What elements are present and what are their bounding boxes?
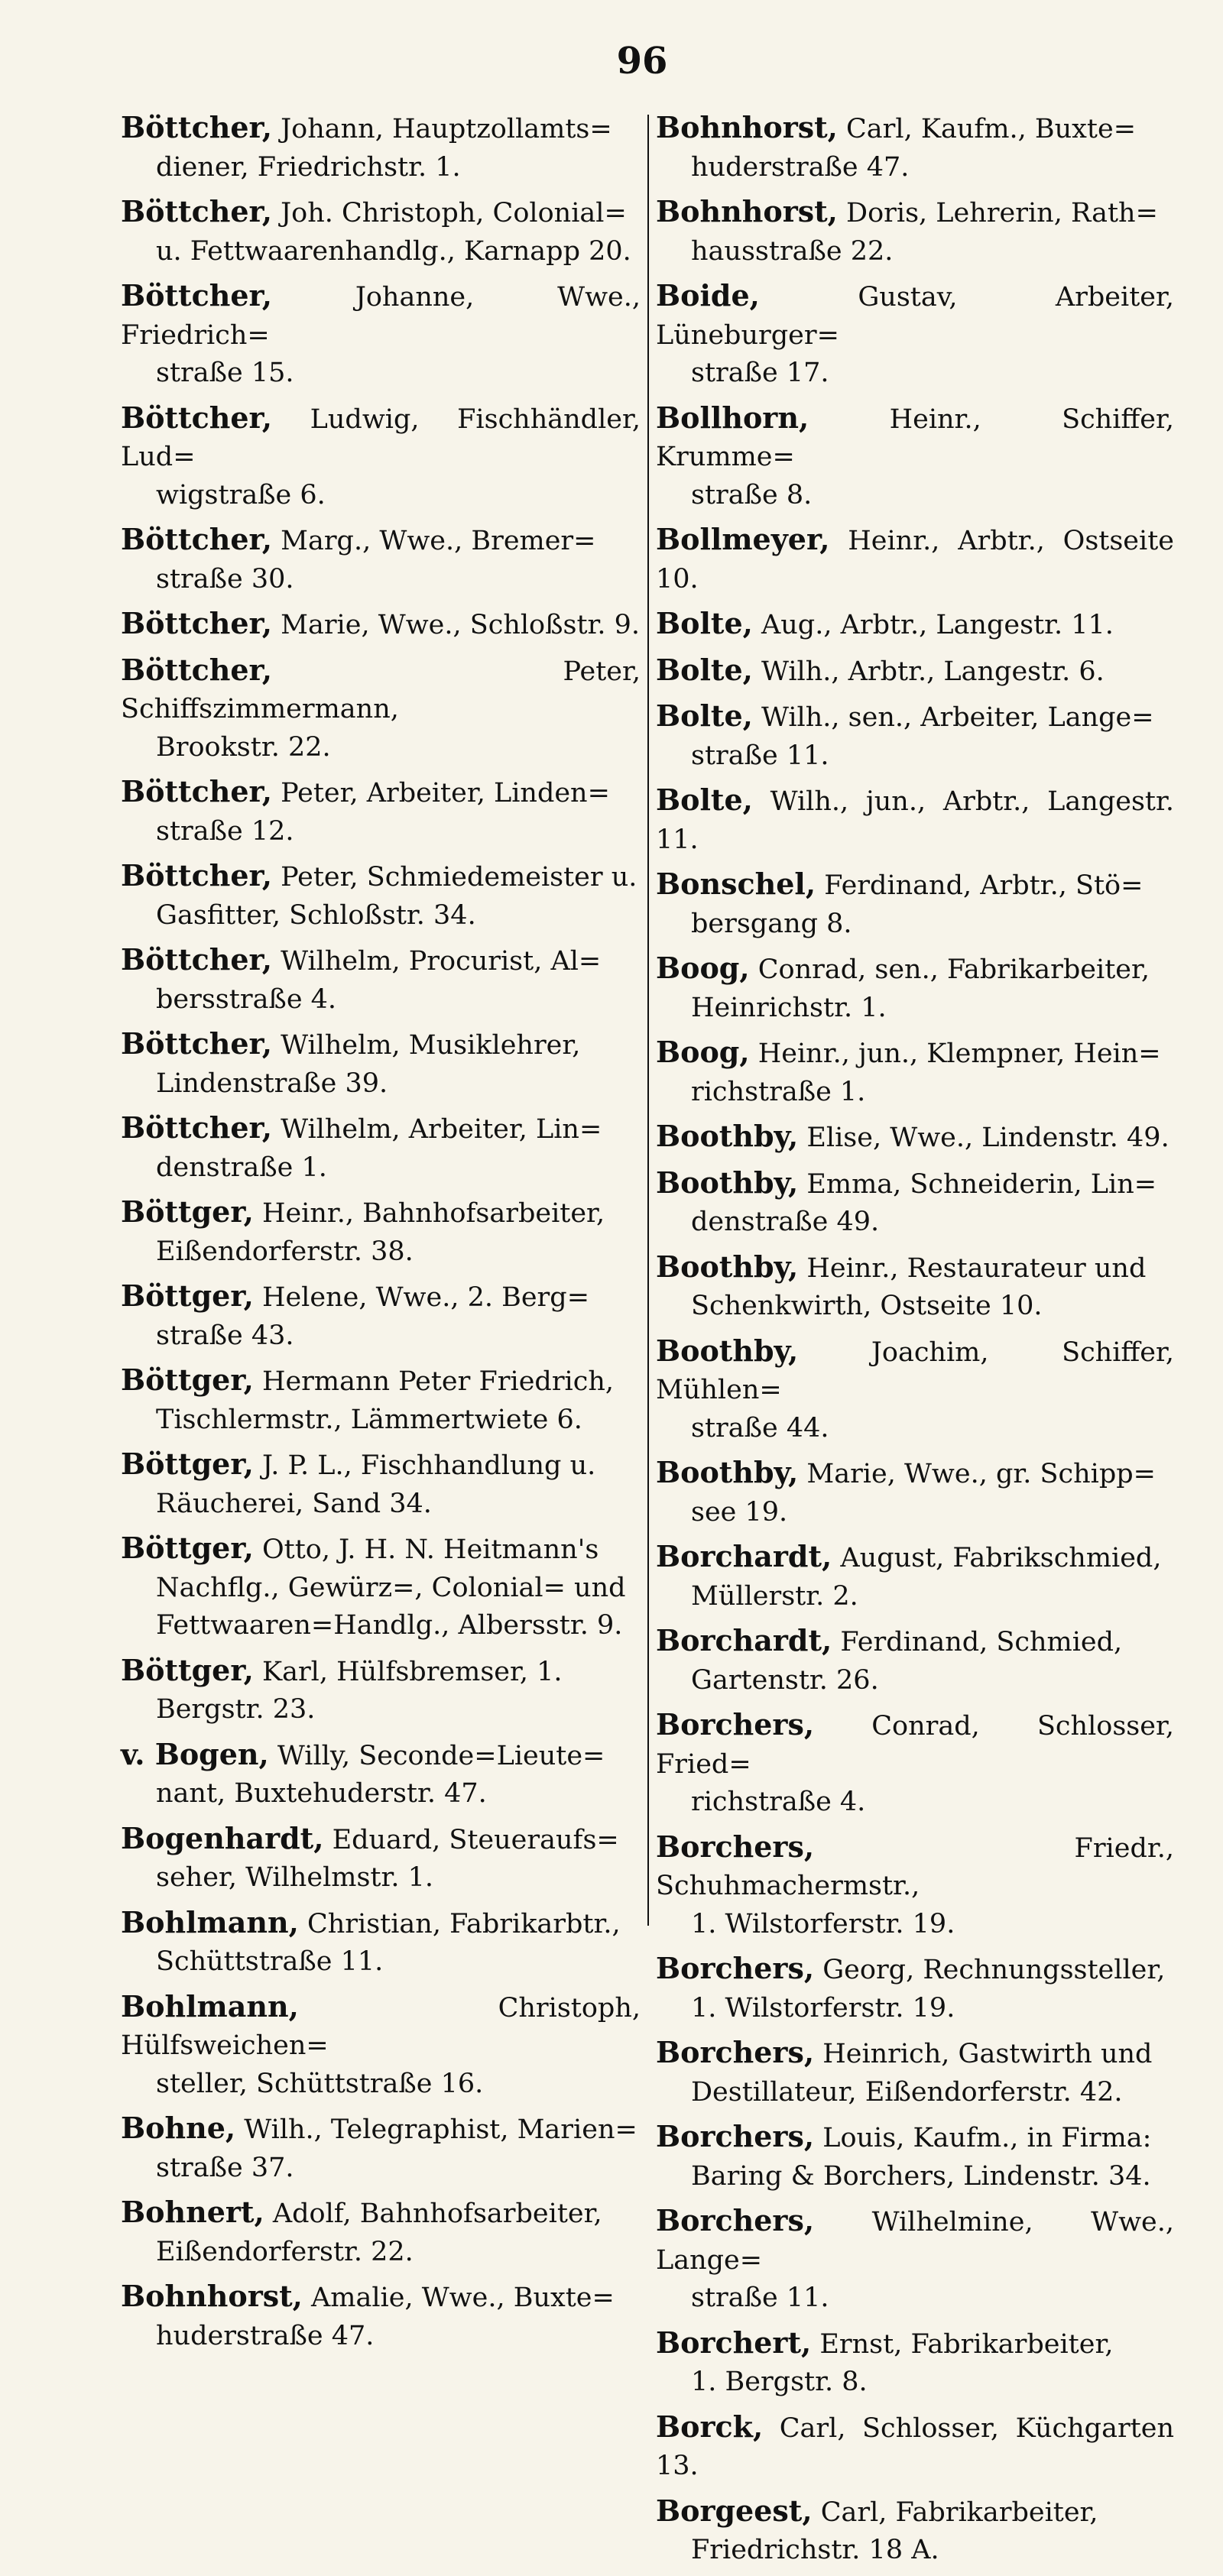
entry-surname: Böttcher, [121,400,272,435]
directory-entry [121,1529,641,1645]
entry-surname: Böttcher, [121,1110,272,1145]
entry-surname: Böttger, [121,1531,254,1565]
directory-entry [121,520,641,598]
entry-details: Wilhelm, Procurist, Al= [272,946,602,977]
entry-surname: Borchers, [656,1829,815,1864]
entry-details: Heinr., jun., Klempner, Hein= [749,1039,1161,1069]
entry-details: Marie, Wwe., Schloßstr. 9. [272,610,641,640]
entry-surname: Bolte, [656,698,753,733]
entry-continuation: denstraße 49. [691,1207,880,1237]
entry-surname: Böttcher, [121,278,272,313]
entry-continuation: straße 11. [691,740,829,771]
entry-surname: v. Bogen, [121,1736,269,1771]
entry-continuation: huderstraße 47. [691,151,910,183]
directory-entry [656,1949,1174,2027]
entry-surname: Böttcher, [121,110,272,144]
entry-continuation: straße 11. [691,2283,829,2313]
directory-entry [656,604,1174,645]
entry-surname: Bohlmann, [121,1904,299,1939]
directory-entry [656,1453,1174,1531]
entry-surname: Boog, [656,1035,750,1069]
entry-surname: Borchardt, [656,1539,832,1573]
entry-details: Elise, Wwe., Lindenstr. 49. [798,1123,1169,1153]
entry-surname: Bonschel, [656,867,816,901]
entry-details: Wilhelm, Arbeiter, Lin= [272,1114,602,1145]
entry-continuation: wigstraße 6. [156,479,326,510]
entry-details: Wilh., sen., Arbeiter, Lange= [752,702,1154,733]
entry-continuation: Eißendorferstr. 38. [156,1236,414,1267]
entry-surname: Böttcher, [121,858,272,893]
directory-entry [121,1651,641,1729]
directory-entry [121,399,641,515]
entry-details: Joh. Christoph, Colonial= [272,198,627,228]
entry-details: J. P. L., Fischhandlung u. [253,1450,596,1481]
entry-details: Marg., Wwe., Bremer= [272,526,596,556]
entry-surname: Böttcher, [121,522,272,556]
directory-entry [121,941,641,1019]
directory-entry [656,2492,1174,2570]
entry-details: Peter, Schiffszimmermann, [121,656,641,724]
entry-surname: Böttger, [121,1194,254,1229]
entry-surname: Bohnhorst, [656,194,838,228]
entry-details: Helene, Wwe., 2. Berg= [253,1282,590,1313]
directory-entry [656,697,1174,775]
directory-entry [121,1988,641,2104]
entry-continuation: straße 44. [691,1412,829,1444]
directory-entry [656,2408,1174,2486]
directory-entry [656,2324,1174,2402]
directory-entry [121,1277,641,1355]
entry-surname: Borchardt, [656,1623,832,1657]
entry-continuation: u. Fettwaarenhandlg., Karnapp 20. [156,235,631,267]
entry-surname: Borchers, [656,2203,815,2237]
entry-surname: Böttcher, [121,606,272,640]
entry-continuation: Schenkwirth, Ostseite 10. [691,1291,1043,1321]
entry-details: Johann, Hauptzollamts= [272,114,612,144]
directory-entry [656,1706,1174,1822]
entry-surname: Borchers, [656,1951,815,1985]
entry-details: Doris, Lehrerin, Rath= [837,198,1158,228]
entry-details: Heinrich, Gastwirth und [814,2039,1153,2069]
entry-details: Willy, Seconde=Lieute= [268,1740,605,1771]
entry-continuation: straße 30. [156,563,294,595]
entry-surname: Bogenhardt, [121,1820,324,1855]
directory-entry [656,781,1174,859]
entry-surname: Böttger, [121,1447,254,1481]
entry-surname: Böttger, [121,1363,254,1397]
entry-surname: Böttcher, [121,194,272,228]
entry-continuation: nant, Buxtehuderstr. 47. [156,1778,487,1809]
entry-details: Johanne, Wwe., Friedrich= [121,282,641,351]
entry-details: Peter, Schmiedemeister u. [272,862,637,893]
entry-continuation: Räucherei, Sand 34. [156,1488,432,1519]
entry-continuation: hausstraße 22. [691,235,894,267]
directory-entry [121,277,641,393]
entry-surname: Boog, [656,951,750,985]
directory-entry [121,1361,641,1439]
directory-entry [121,1819,641,1897]
entry-continuation: Friedrichstr. 18 A. [691,2535,939,2565]
entry-continuation: Brookstr. 22. [156,731,331,763]
entry-surname: Borgeest, [656,2493,813,2528]
directory-entry [121,1445,641,1523]
entry-details: Emma, Schneiderin, Lin= [798,1168,1157,1200]
entry-details: Gustav, Arbeiter, Lüneburger= [656,282,1174,351]
entry-continuation: Schüttstraße 11. [156,1946,384,1977]
entry-details: Heinr., Arbtr., Ostseite 10. [656,526,1174,595]
entry-details: Eduard, Steueraufs= [323,1824,619,1855]
entry-details: Heinr., Schiffer, Krumme= [656,403,1174,472]
directory-entry [656,651,1174,692]
page-number: 96 [616,40,668,83]
directory-entry [121,2193,641,2271]
entry-details: August, Fabrikschmied, [832,1543,1162,1573]
entry-continuation: see 19. [691,1496,788,1528]
directory-entry [656,1622,1174,1700]
entry-continuation: bersgang 8. [691,908,852,939]
entry-details: Peter, Arbeiter, Linden= [272,778,610,808]
entry-details: Hermann Peter Friedrich, [253,1366,615,1397]
entry-continuation: huderstraße 47. [156,2320,375,2351]
entry-continuation: Gasfitter, Schloßstr. 34. [156,899,476,931]
entry-surname: Böttger, [121,1652,254,1687]
entry-surname: Böttcher, [121,652,272,687]
entry-continuation: richstraße 4. [691,1787,866,1817]
directory-entry [121,773,641,851]
column-divider [647,115,649,1926]
entry-details: Friedr., Schuhmachermstr., [656,1832,1174,1901]
entry-details: Amalie, Wwe., Buxte= [302,2283,615,2313]
entry-details: Carl, Schlosser, Küchgarten 13. [656,2412,1174,2481]
entry-details: Heinr., Restaurateur und [798,1252,1147,1284]
entry-details: Christoph, Hülfsweichen= [121,1992,641,2061]
entry-surname: Bohlmann, [121,1988,299,2024]
directory-entry [656,1248,1174,1326]
entry-continuation: Gartenstr. 26. [691,1664,879,1696]
entry-continuation: Fettwaaren=Handlg., Albersstr. 9. [156,1610,623,1641]
entry-surname: Bolte, [656,652,753,687]
entry-continuation: straße 15. [156,358,294,388]
directory-entry [656,277,1174,393]
entry-continuation: Nachflg., Gewürz=, Colonial= und [156,1572,626,1603]
entry-details: Wilh., jun., Arbtr., Langestr. 11. [656,786,1174,855]
entry-details: Joachim, Schiffer, Mühlen= [656,1337,1174,1405]
entry-details: Louis, Kaufm., in Firma: [814,2123,1152,2153]
entry-details: Adolf, Bahnhofsarbeiter, [264,2199,602,2229]
entry-surname: Boothby, [656,1249,799,1284]
directory-entry [121,604,641,645]
entry-surname: Boothby, [656,1119,799,1153]
directory-entry [656,1033,1174,1111]
entry-details: Karl, Hülfsbremser, 1. [253,1656,563,1687]
entry-surname: Böttcher, [121,774,272,808]
entry-details: Wilh., Telegraphist, Marien= [235,2114,637,2145]
entry-details: Christian, Fabrikarbtr., [298,1908,621,1939]
entry-surname: Boide, [656,278,760,313]
directory-entry [121,2109,641,2187]
entry-details: Ernst, Fabrikarbeiter, [811,2328,1114,2360]
entry-surname: Böttcher, [121,942,272,977]
entry-continuation: Destillateur, Eißendorferstr. 42. [691,2076,1123,2108]
directory-entry [656,2118,1174,2195]
entry-details: Ferdinand, Schmied, [832,1627,1123,1657]
directory-entry [656,1164,1174,1242]
left-column [121,109,641,2361]
entry-continuation: 1. Wilstorferstr. 19. [691,1908,955,1939]
entry-continuation: straße 43. [156,1320,294,1351]
entry-details: Carl, Fabrikarbeiter, [812,2497,1098,2528]
entry-continuation: 1. Bergstr. 8. [691,2367,868,2397]
entry-details: Wilh., Arbtr., Langestr. 6. [752,656,1105,687]
entry-continuation: Heinrichstr. 1. [691,992,887,1023]
entry-surname: Böttcher, [121,1026,272,1061]
directory-entry [656,520,1174,598]
entry-surname: Bohnert, [121,2195,264,2229]
entry-continuation: Müllerstr. 2. [691,1580,858,1612]
entry-surname: Boothby, [656,1455,799,1489]
entry-continuation: straße 8. [691,479,813,510]
entry-continuation: Eißendorferstr. 22. [156,2236,414,2267]
entry-continuation: steller, Schüttstraße 16. [156,2068,484,2099]
entry-continuation: bersstraße 4. [156,983,337,1015]
directory-entry [656,2033,1174,2111]
right-column [656,109,1174,2576]
entry-surname: Boothby, [656,1165,799,1200]
entry-surname: Borchers, [656,1707,815,1742]
entry-details: Georg, Rechnungssteller, [814,1955,1166,1985]
entry-details: Wilhelm, Musiklehrer, [272,1030,581,1061]
entry-continuation: 1. Wilstorferstr. 19. [691,1992,955,2024]
directory-entry [656,193,1174,271]
directory-entry [656,1828,1174,1944]
entry-surname: Bollhorn, [656,400,809,435]
directory-entry [656,1537,1174,1615]
directory-entry [121,1193,641,1271]
entry-surname: Boothby, [656,1333,799,1368]
entry-continuation: straße 12. [156,815,294,847]
directory-entry [121,857,641,935]
entry-continuation: seher, Wilhelmstr. 1. [156,1862,434,1893]
entry-surname: Böttger, [121,1278,254,1313]
directory-entry [656,865,1174,943]
directory-entry [656,1117,1174,1158]
entry-continuation: denstraße 1. [156,1152,327,1183]
directory-entry [121,1904,641,1981]
directory-entry [121,193,641,271]
directory-entry [121,1025,641,1103]
entry-details: Conrad, Schlosser, Fried= [656,1711,1174,1780]
directory-entry [656,399,1174,515]
entry-surname: Bohne, [121,2111,236,2145]
directory-entry [121,1735,641,1813]
entry-details: Conrad, sen., Fabrikarbeiter, [749,954,1150,985]
entry-details: Heinr., Bahnhofsarbeiter, [253,1198,605,1229]
entry-surname: Bollmeyer, [656,522,830,556]
entry-surname: Bohnhorst, [121,2279,303,2313]
entry-surname: Borck, [656,2409,764,2444]
entry-details: Ludwig, Fischhändler, Lud= [121,403,641,472]
entry-surname: Borchers, [656,2119,815,2153]
entry-surname: Bolte, [656,606,753,640]
entry-details: Ferdinand, Arbtr., Stö= [816,870,1144,901]
directory-entry [656,109,1174,186]
entry-continuation: Bergstr. 23. [156,1694,316,1725]
entry-continuation: diener, Friedrichstr. 1. [156,151,461,183]
entry-continuation: Tischlermstr., Lämmertwiete 6. [156,1404,582,1435]
directory-entry [656,2202,1174,2318]
entry-details: Marie, Wwe., gr. Schipp= [798,1459,1156,1489]
entry-surname: Bolte, [656,783,753,817]
directory-entry [121,2277,641,2355]
directory-entry [121,109,641,186]
entry-details: Aug., Arbtr., Langestr. 11. [752,610,1114,640]
directory-entry [121,1109,641,1187]
directory-entry [656,949,1174,1027]
entry-details: Carl, Kaufm., Buxte= [837,114,1137,144]
entry-continuation: straße 17. [691,358,829,388]
entry-continuation: richstraße 1. [691,1076,866,1107]
entry-continuation: Baring & Borchers, Lindenstr. 34. [691,2160,1151,2192]
directory-entry [121,651,641,767]
entry-details: Wilhelmine, Wwe., Lange= [656,2207,1174,2276]
entry-continuation: straße 37. [156,2152,294,2183]
entry-surname: Borchert, [656,2325,812,2360]
entry-continuation: Lindenstraße 39. [156,1068,388,1099]
directory-entry [656,1332,1174,1448]
entry-details: Otto, J. H. N. Heitmann's [253,1534,599,1565]
entry-surname: Borchers, [656,2035,815,2069]
entry-surname: Bohnhorst, [656,110,838,144]
